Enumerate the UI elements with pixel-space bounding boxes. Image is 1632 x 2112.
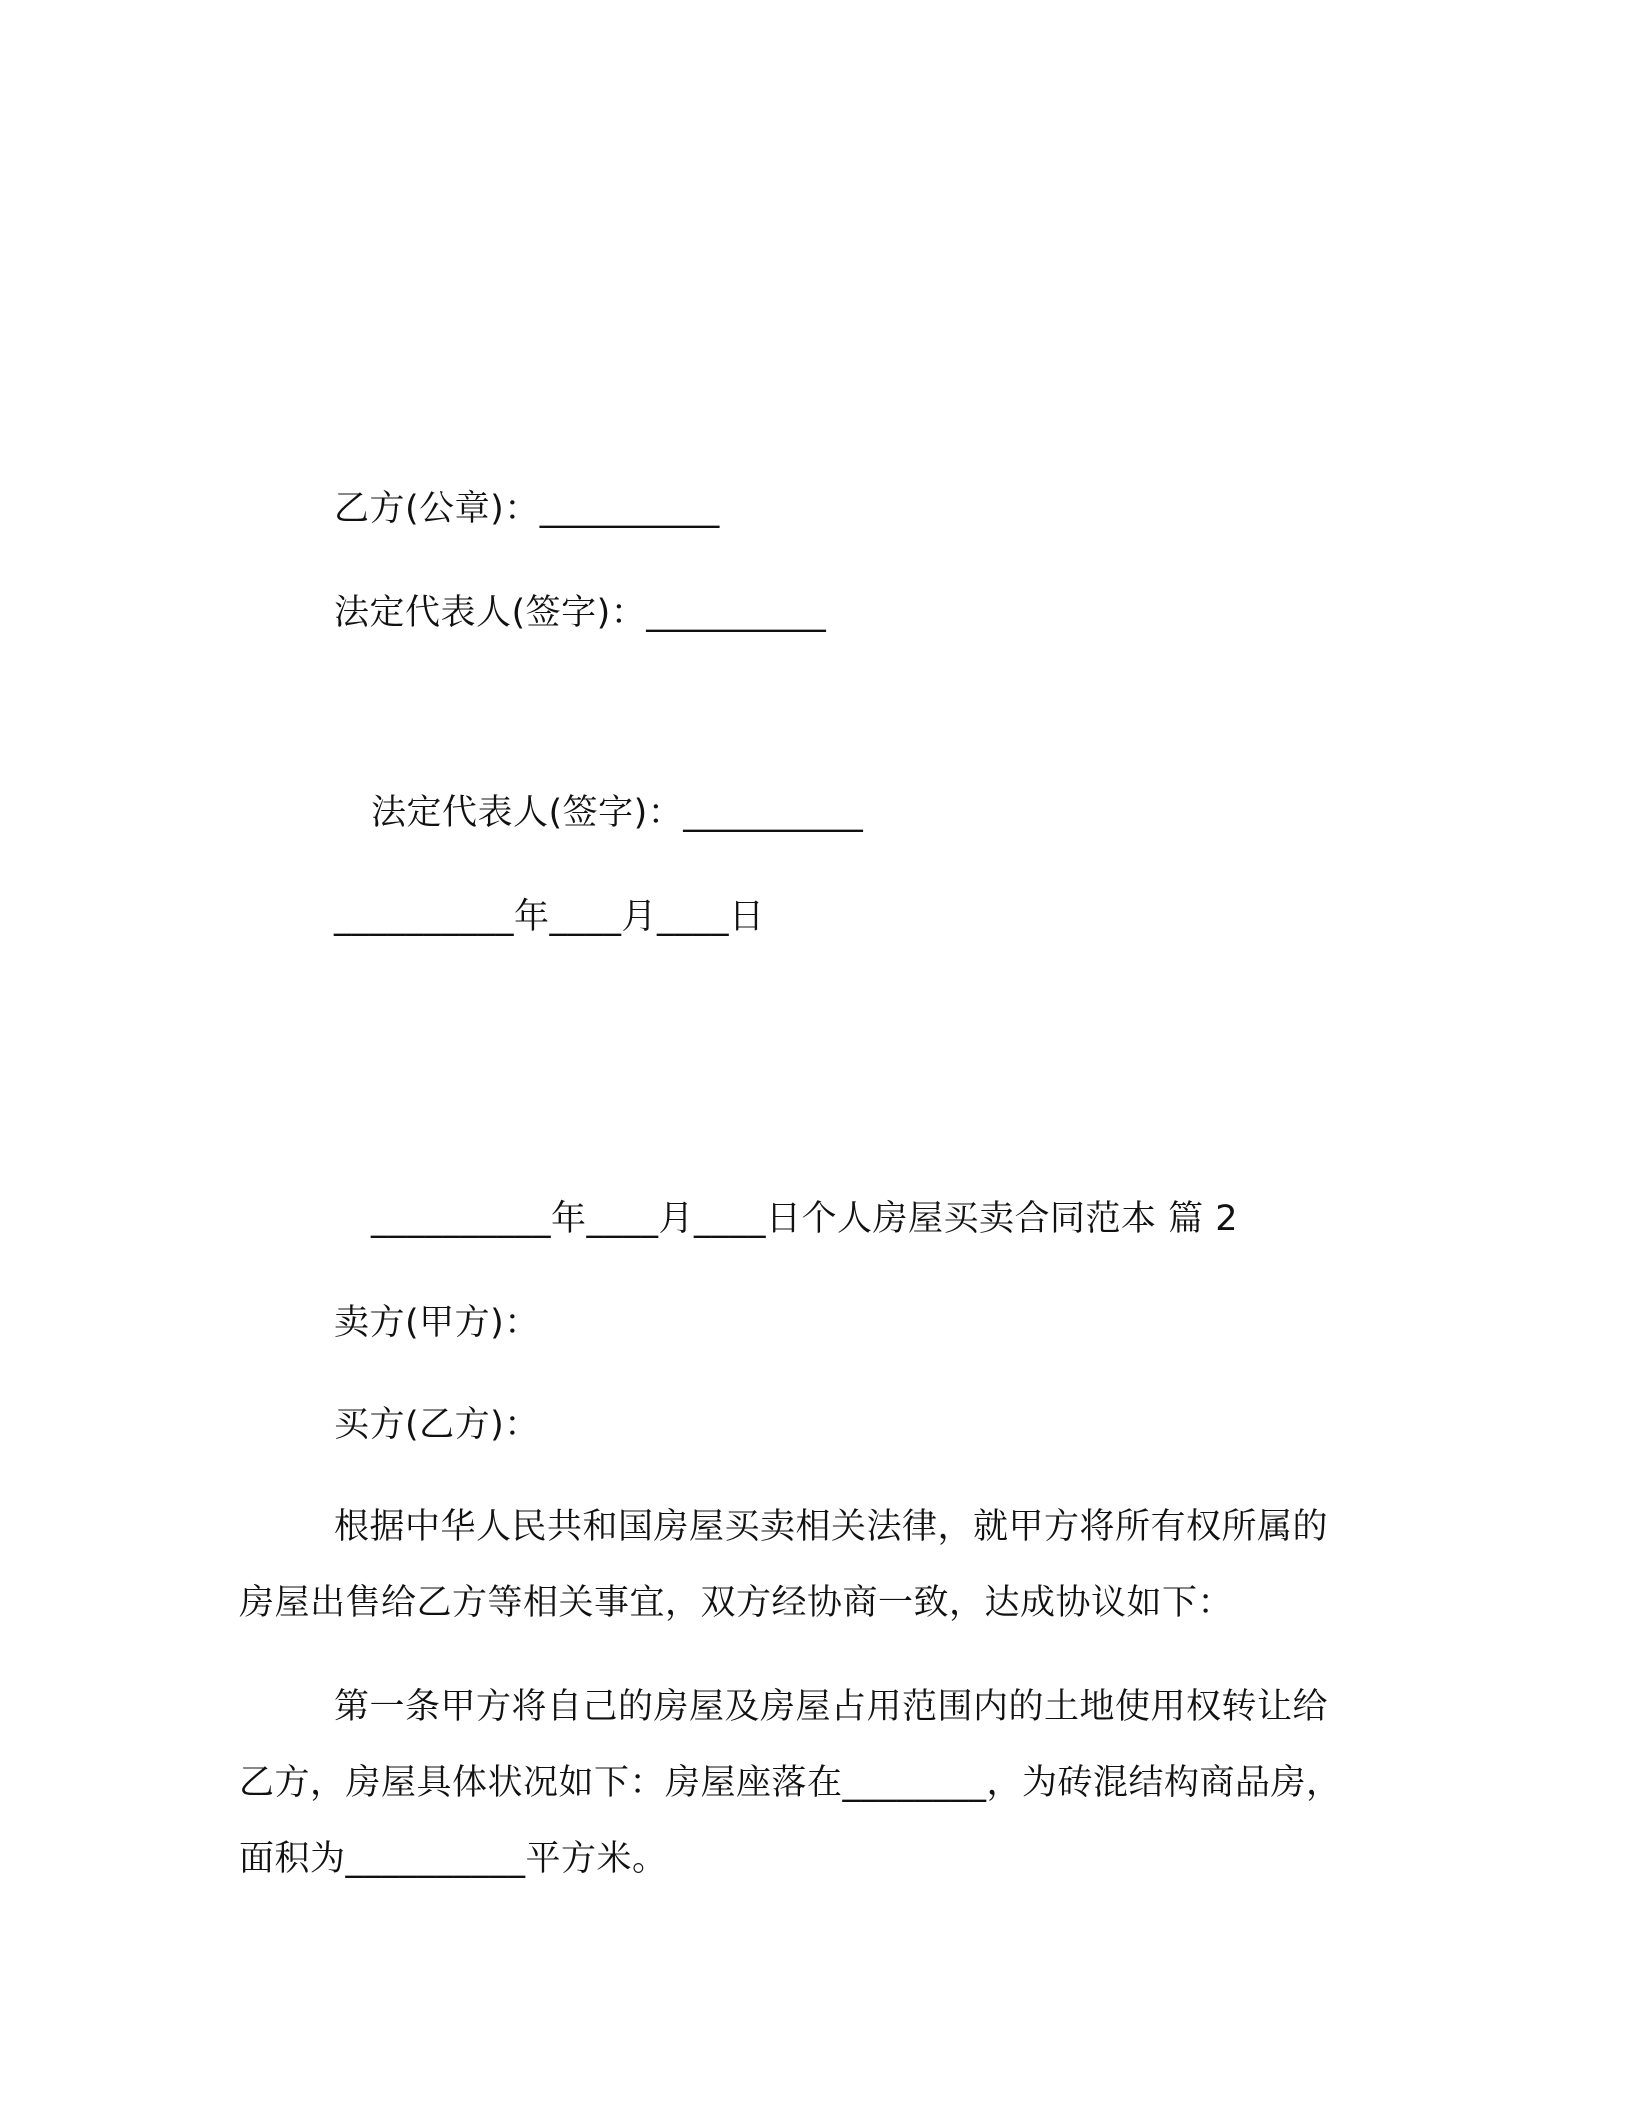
article-1-line-1: 第一条甲方将自己的房屋及房屋占用范围内的土地使用权转让给	[334, 1687, 1329, 1727]
legal-representative-signature-line: 法定代表人(签字)：__________	[334, 593, 827, 633]
party-b-seal-line: 乙方(公章)：__________	[334, 489, 720, 529]
date-line: __________年____月____日	[334, 897, 765, 937]
article-1-line-3: 面积为__________平方米。	[239, 1839, 668, 1879]
seller-party-line: 卖方(甲方)：	[334, 1303, 540, 1343]
legal-representative-signature-line-2: 法定代表人(签字)：__________	[371, 793, 864, 833]
preamble-line-1: 根据中华人民共和国房屋买卖相关法律，就甲方将所有权所属的	[334, 1507, 1329, 1547]
article-1-line-2: 乙方，房屋具体状况如下：房屋座落在________，为砖混结构商品房，	[239, 1763, 1342, 1803]
section-title: __________年____月____日个人房屋买卖合同范本 篇 2	[371, 1199, 1239, 1239]
buyer-party-line: 买方(乙方)：	[334, 1405, 540, 1445]
preamble-line-2: 房屋出售给乙方等相关事宜，双方经协商一致，达成协议如下：	[239, 1583, 1234, 1623]
